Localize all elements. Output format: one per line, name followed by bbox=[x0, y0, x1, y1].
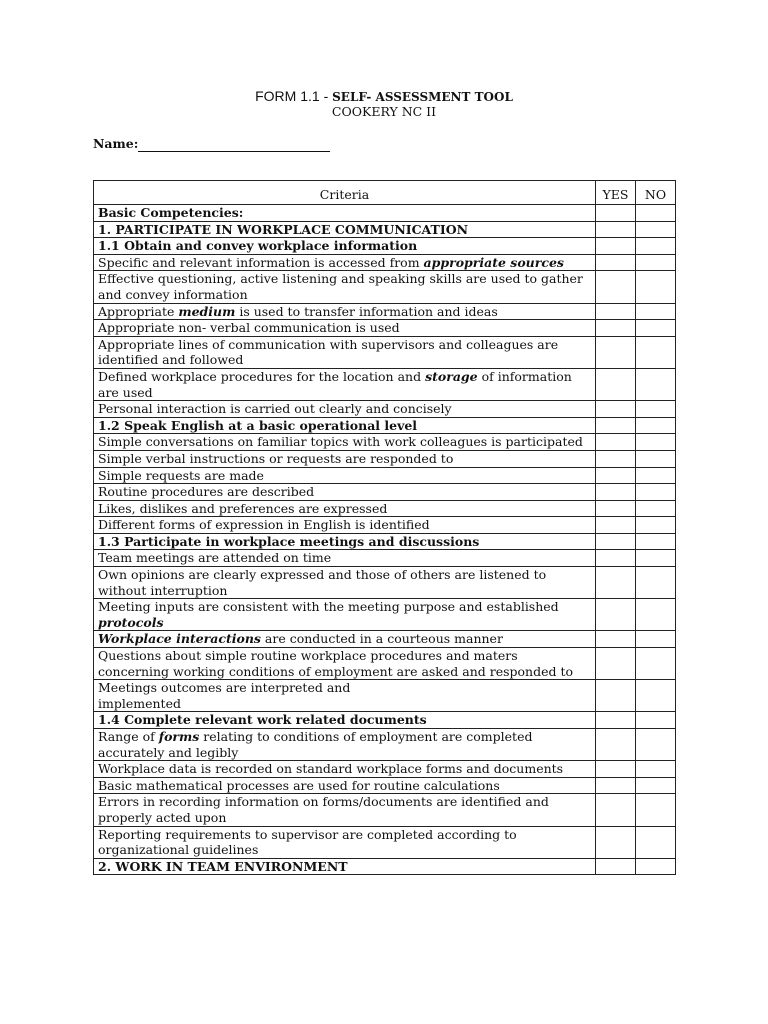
yes-checkbox-cell[interactable] bbox=[596, 254, 636, 271]
criteria-text: Simple verbal instructions or requests are responded to bbox=[98, 450, 454, 466]
yes-checkbox-cell[interactable] bbox=[596, 517, 636, 534]
criteria-cell bbox=[94, 450, 596, 467]
no-checkbox-cell[interactable] bbox=[636, 680, 676, 712]
yes-header: YES bbox=[596, 181, 636, 205]
yes-checkbox-cell[interactable] bbox=[596, 467, 636, 484]
table-row bbox=[94, 680, 676, 712]
criteria-text: Different forms of expression in English is identified bbox=[98, 517, 430, 533]
criteria-text: Workplace data is recorded on standard workplace forms and documents bbox=[98, 761, 564, 777]
no-checkbox-cell[interactable] bbox=[636, 320, 676, 337]
yes-checkbox-cell[interactable] bbox=[596, 550, 636, 567]
criteria-text: 1.1 Obtain and convey workplace information bbox=[98, 238, 418, 254]
criteria-text: 1.3 Participate in workplace meetings and discussions bbox=[98, 533, 480, 549]
criteria-table bbox=[93, 180, 676, 875]
criteria-text: Simple requests are made bbox=[98, 467, 264, 483]
criteria-cell bbox=[94, 550, 596, 567]
criteria-text: Routine procedures are described bbox=[98, 484, 315, 500]
yes-checkbox-cell[interactable] bbox=[596, 368, 636, 400]
yes-checkbox-cell[interactable] bbox=[596, 729, 636, 761]
criteria-text: relating to conditions of employment are completed accurately and legibly bbox=[98, 729, 533, 760]
criteria-text: of information are used bbox=[98, 368, 572, 400]
criteria-body bbox=[94, 205, 676, 875]
criteria-text: 1.4 Complete relevant work related documents bbox=[98, 712, 427, 728]
criteria-cell bbox=[94, 680, 596, 712]
criteria-emphasis: storage bbox=[425, 368, 478, 384]
yes-checkbox-cell[interactable] bbox=[596, 434, 636, 451]
no-checkbox-cell[interactable] bbox=[636, 567, 676, 599]
criteria-text: Team meetings are attended on time bbox=[98, 550, 332, 566]
table-row bbox=[94, 729, 676, 761]
criteria-cell bbox=[94, 238, 596, 255]
yes-checkbox-cell[interactable] bbox=[596, 303, 636, 320]
criteria-cell bbox=[94, 368, 596, 400]
yes-checkbox-cell[interactable] bbox=[596, 777, 636, 794]
no-checkbox-cell[interactable] bbox=[636, 858, 676, 875]
no-checkbox-cell[interactable] bbox=[636, 599, 676, 631]
yes-checkbox-cell[interactable] bbox=[596, 794, 636, 826]
name-blank-line[interactable] bbox=[138, 138, 330, 152]
form-title-prefix: FORM 1.1 - bbox=[255, 88, 333, 104]
yes-checkbox-cell[interactable] bbox=[596, 401, 636, 418]
criteria-cell bbox=[94, 712, 596, 729]
no-header: NO bbox=[636, 181, 676, 205]
table-row bbox=[94, 467, 676, 484]
criteria-cell bbox=[94, 303, 596, 320]
no-checkbox-cell[interactable] bbox=[636, 467, 676, 484]
yes-checkbox-cell[interactable] bbox=[596, 450, 636, 467]
no-checkbox-cell[interactable] bbox=[636, 336, 676, 368]
no-checkbox-cell[interactable] bbox=[636, 401, 676, 418]
criteria-cell bbox=[94, 567, 596, 599]
criteria-text: is used to transfer information and ideas bbox=[235, 303, 498, 319]
yes-checkbox-cell[interactable] bbox=[596, 271, 636, 303]
criteria-cell bbox=[94, 271, 596, 303]
yes-checkbox-cell[interactable] bbox=[596, 221, 636, 238]
no-checkbox-cell[interactable] bbox=[636, 368, 676, 400]
no-checkbox-cell[interactable] bbox=[636, 221, 676, 238]
criteria-cell bbox=[94, 517, 596, 534]
criteria-cell bbox=[94, 205, 596, 222]
criteria-text: implemented bbox=[98, 695, 181, 711]
table-row bbox=[94, 254, 676, 271]
criteria-text: Appropriate bbox=[98, 303, 179, 319]
form-title-bold: SELF- ASSESSMENT TOOL bbox=[332, 90, 513, 104]
table-row bbox=[94, 271, 676, 303]
criteria-text: 1. PARTICIPATE IN WORKPLACE COMMUNICATION bbox=[98, 221, 469, 237]
no-checkbox-cell[interactable] bbox=[636, 777, 676, 794]
table-row bbox=[94, 777, 676, 794]
criteria-text: Simple conversations on familiar topics with work colleagues is participated bbox=[98, 434, 583, 450]
criteria-emphasis: Workplace interactions bbox=[98, 631, 261, 647]
table-row bbox=[94, 631, 676, 648]
criteria-text: Basic Competencies: bbox=[98, 205, 244, 220]
criteria-cell bbox=[94, 826, 596, 858]
criteria-text: Questions about simple routine workplace procedures and maters concerning working conditions of employment are asked and responded to bbox=[98, 648, 574, 679]
criteria-cell bbox=[94, 320, 596, 337]
criteria-cell bbox=[94, 434, 596, 451]
criteria-cell bbox=[94, 761, 596, 778]
criteria-cell bbox=[94, 254, 596, 271]
criteria-text: Effective questioning, active listening and speaking skills are used to gather and convey information bbox=[98, 271, 583, 302]
yes-checkbox-cell[interactable] bbox=[596, 599, 636, 631]
yes-checkbox-cell[interactable] bbox=[596, 858, 636, 875]
no-checkbox-cell[interactable] bbox=[636, 434, 676, 451]
table-row bbox=[94, 826, 676, 858]
criteria-cell bbox=[94, 729, 596, 761]
section-heading-row bbox=[94, 238, 676, 255]
criteria-text: Basic mathematical processes are used for routine calculations bbox=[98, 777, 500, 793]
criteria-cell bbox=[94, 533, 596, 550]
no-checkbox-cell[interactable] bbox=[636, 550, 676, 567]
no-checkbox-cell[interactable] bbox=[636, 648, 676, 680]
table-row bbox=[94, 648, 676, 680]
table-row bbox=[94, 567, 676, 599]
criteria-emphasis: forms bbox=[158, 729, 200, 744]
no-checkbox-cell[interactable] bbox=[636, 254, 676, 271]
name-field-row bbox=[93, 136, 330, 152]
no-checkbox-cell[interactable] bbox=[636, 450, 676, 467]
criteria-text: Errors in recording information on forms/documents are identified and properly acted upon bbox=[98, 794, 549, 825]
table-row bbox=[94, 401, 676, 418]
no-checkbox-cell[interactable] bbox=[636, 533, 676, 550]
no-checkbox-cell[interactable] bbox=[636, 271, 676, 303]
yes-checkbox-cell[interactable] bbox=[596, 680, 636, 712]
section-heading-row bbox=[94, 205, 676, 222]
criteria-cell bbox=[94, 336, 596, 368]
form-subtitle: COOKERY NC II bbox=[331, 104, 437, 119]
yes-checkbox-cell[interactable] bbox=[596, 205, 636, 222]
criteria-cell bbox=[94, 599, 596, 631]
criteria-text: Own opinions are clearly expressed and those of others are listened to without interruption bbox=[98, 567, 547, 598]
table-row bbox=[94, 484, 676, 501]
criteria-cell bbox=[94, 221, 596, 238]
criteria-cell bbox=[94, 794, 596, 826]
table-row bbox=[94, 336, 676, 368]
no-checkbox-cell[interactable] bbox=[636, 712, 676, 729]
criteria-text: Specific and relevant information is accessed from bbox=[98, 254, 424, 270]
yes-checkbox-cell[interactable] bbox=[596, 712, 636, 729]
no-checkbox-cell[interactable] bbox=[636, 238, 676, 255]
table-row bbox=[94, 320, 676, 337]
criteria-text: Appropriate non- verbal communication is used bbox=[98, 320, 400, 336]
criteria-cell bbox=[94, 777, 596, 794]
table-row bbox=[94, 368, 676, 400]
yes-checkbox-cell[interactable] bbox=[596, 631, 636, 648]
table-row bbox=[94, 550, 676, 567]
criteria-cell bbox=[94, 467, 596, 484]
section-heading-row bbox=[94, 417, 676, 434]
criteria-text: Appropriate lines of communication with supervisors and colleagues are identified and followed bbox=[98, 336, 559, 368]
yes-checkbox-cell[interactable] bbox=[596, 826, 636, 858]
yes-checkbox-cell[interactable] bbox=[596, 484, 636, 501]
criteria-emphasis: protocols bbox=[98, 614, 164, 630]
criteria-emphasis: medium bbox=[178, 303, 236, 319]
criteria-cell bbox=[94, 484, 596, 501]
yes-checkbox-cell[interactable] bbox=[596, 533, 636, 550]
no-checkbox-cell[interactable] bbox=[636, 631, 676, 648]
no-checkbox-cell[interactable] bbox=[636, 729, 676, 761]
criteria-text: Defined workplace procedures for the location and bbox=[98, 368, 426, 384]
no-checkbox-cell[interactable] bbox=[636, 826, 676, 858]
no-checkbox-cell[interactable] bbox=[636, 500, 676, 517]
criteria-cell bbox=[94, 500, 596, 517]
yes-checkbox-cell[interactable] bbox=[596, 761, 636, 778]
table-row bbox=[94, 517, 676, 534]
name-label: Name: bbox=[93, 136, 139, 151]
yes-checkbox-cell[interactable] bbox=[596, 648, 636, 680]
criteria-cell bbox=[94, 858, 596, 875]
section-heading-row bbox=[94, 533, 676, 550]
table-row bbox=[94, 450, 676, 467]
criteria-cell bbox=[94, 648, 596, 680]
criteria-text: Range of bbox=[98, 729, 159, 744]
criteria-text: Personal interaction is carried out clearly and concisely bbox=[98, 401, 452, 417]
criteria-cell bbox=[94, 631, 596, 648]
table-row bbox=[94, 794, 676, 826]
table-row bbox=[94, 500, 676, 517]
no-checkbox-cell[interactable] bbox=[636, 484, 676, 501]
no-checkbox-cell[interactable] bbox=[636, 761, 676, 778]
section-heading-row bbox=[94, 221, 676, 238]
table-row bbox=[94, 434, 676, 451]
section-heading-row bbox=[94, 858, 676, 875]
criteria-header: Criteria bbox=[94, 181, 596, 205]
yes-checkbox-cell[interactable] bbox=[596, 336, 636, 368]
yes-checkbox-cell[interactable] bbox=[596, 567, 636, 599]
criteria-text: Reporting requirements to supervisor are completed according to organizational guidelines bbox=[98, 826, 517, 858]
no-checkbox-cell[interactable] bbox=[636, 303, 676, 320]
yes-checkbox-cell[interactable] bbox=[596, 238, 636, 255]
no-checkbox-cell[interactable] bbox=[636, 517, 676, 534]
yes-checkbox-cell[interactable] bbox=[596, 500, 636, 517]
criteria-text: Likes, dislikes and preferences are expressed bbox=[98, 500, 388, 516]
criteria-text: are conducted in a courteous manner bbox=[260, 631, 503, 647]
criteria-text: Meetings outcomes are interpreted and bbox=[98, 680, 351, 696]
table-row bbox=[94, 761, 676, 778]
no-checkbox-cell[interactable] bbox=[636, 417, 676, 434]
section-heading-row bbox=[94, 712, 676, 729]
table-row bbox=[94, 303, 676, 320]
no-checkbox-cell[interactable] bbox=[636, 205, 676, 222]
criteria-emphasis: appropriate sources bbox=[423, 254, 564, 270]
criteria-cell bbox=[94, 401, 596, 418]
table-header-row bbox=[94, 181, 676, 205]
criteria-text: 2. WORK IN TEAM ENVIRONMENT bbox=[98, 858, 348, 874]
yes-checkbox-cell[interactable] bbox=[596, 417, 636, 434]
yes-checkbox-cell[interactable] bbox=[596, 320, 636, 337]
criteria-text: 1.2 Speak English at a basic operational level bbox=[98, 417, 418, 433]
criteria-text: Meeting inputs are consistent with the meeting purpose and established bbox=[98, 599, 559, 615]
no-checkbox-cell[interactable] bbox=[636, 794, 676, 826]
criteria-cell bbox=[94, 417, 596, 434]
table-row bbox=[94, 599, 676, 631]
